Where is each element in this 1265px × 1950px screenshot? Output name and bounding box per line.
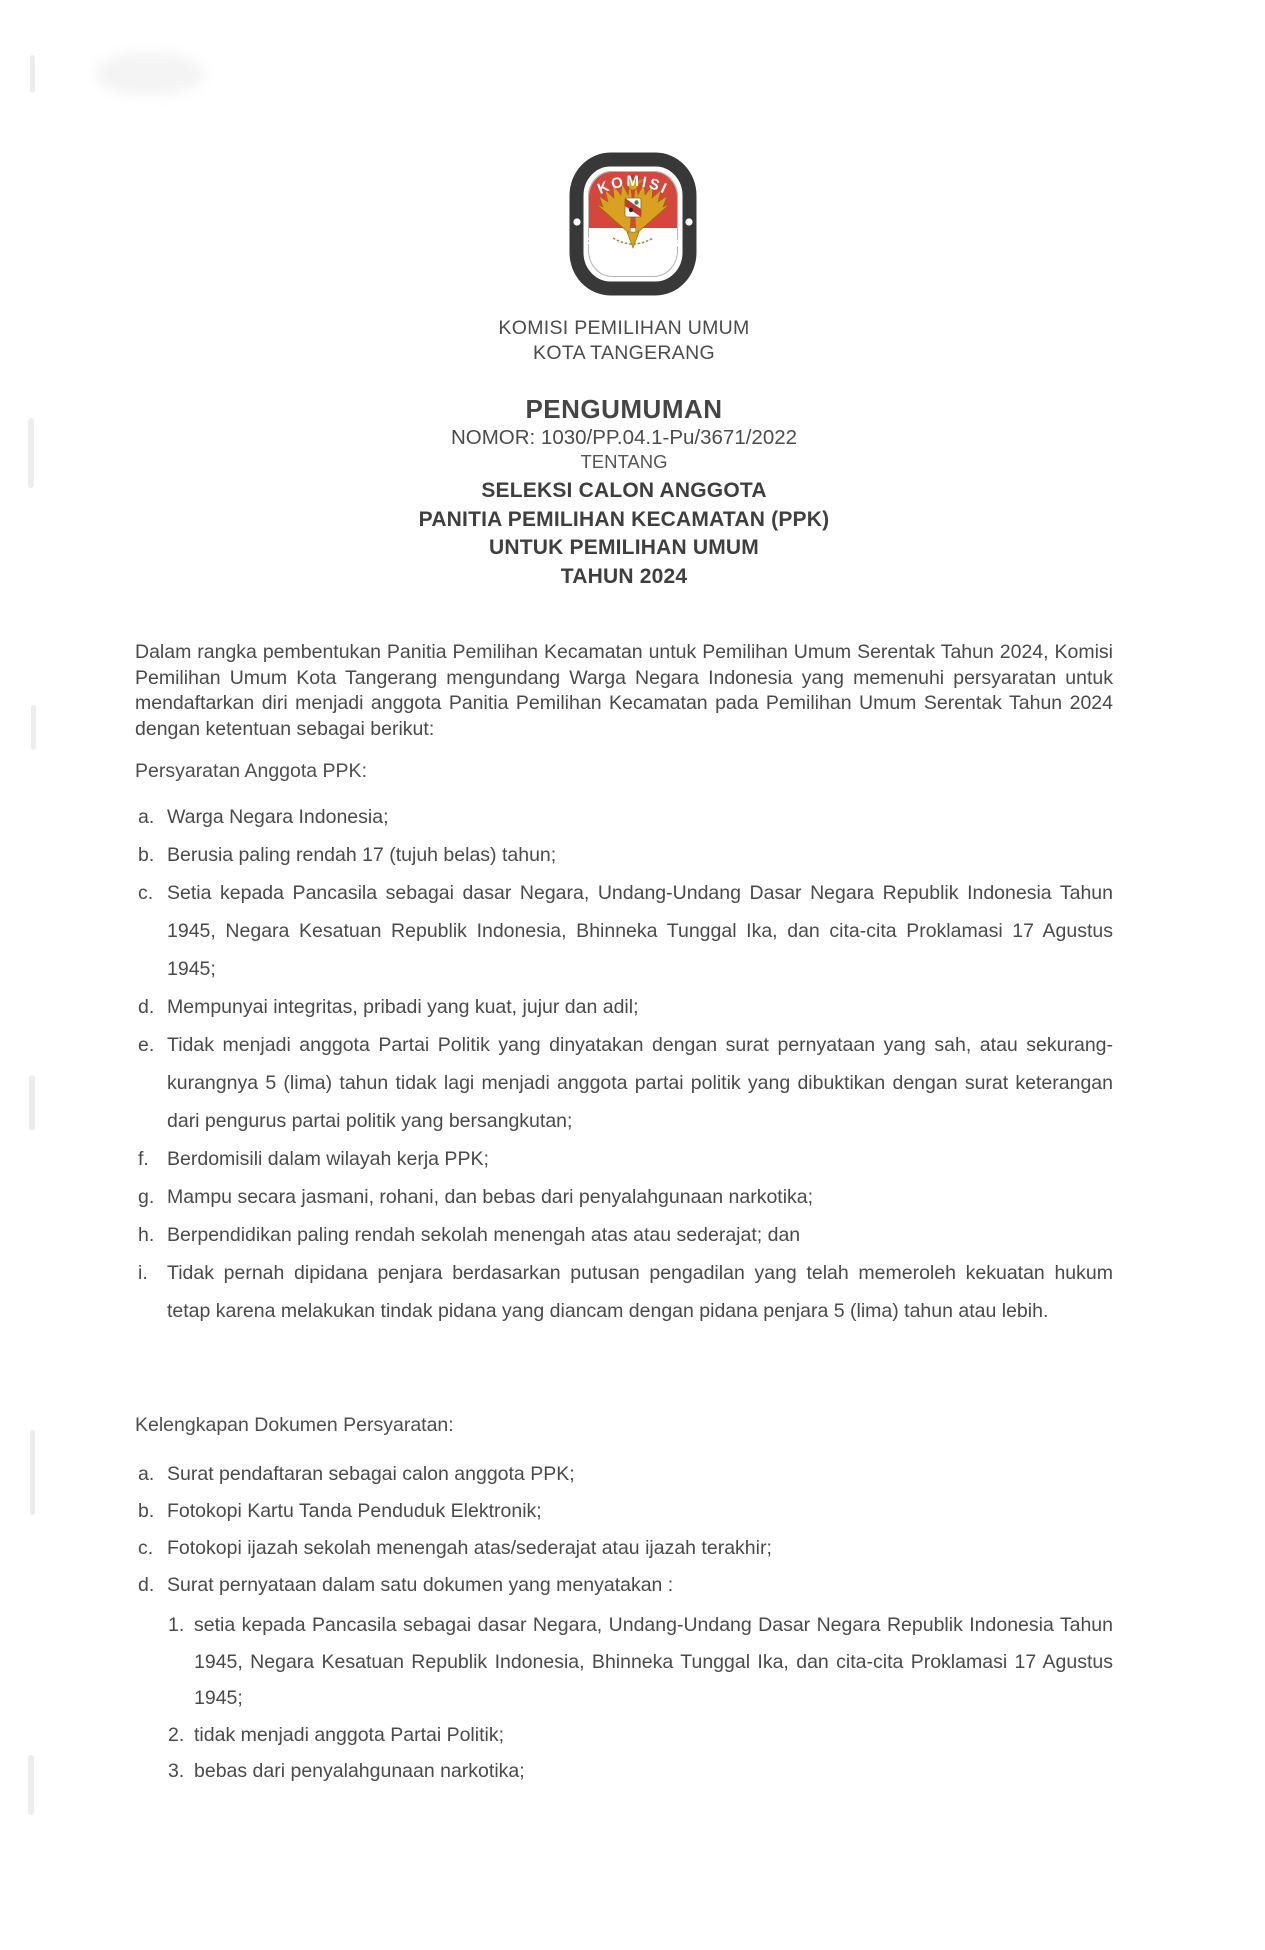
list-item-text: Fotokopi ijazah sekolah menengah atas/sederajat atau ijazah terakhir; bbox=[167, 1537, 772, 1559]
logo-right-dot bbox=[685, 218, 692, 225]
logo-bottom-arc-text: PEMILIHAN UMUM bbox=[580, 235, 685, 272]
list-item-text: Berusia paling rendah 17 (tujuh belas) tahun; bbox=[167, 844, 557, 866]
list-item-text: setia kepada Pancasila sebagai dasar Negara, Undang-Undang Dasar Negara Republik Indonesia Tahun 1945, Negara Kesatuan Republik Indonesia, Bhinneka Tunggal Ika, dan cita-cita Proklamasi 17 Agustus 1945; bbox=[194, 1614, 1113, 1709]
list-item bbox=[138, 1026, 1113, 1140]
list-item-text: Tidak menjadi anggota Partai Politik yang dinyatakan dengan surat pernyataan yang sah, atau sekurang-kurangnya 5 (lima) tahun tidak lagi menjadi anggota partai politik yang dibuktikan dengan surat keterangan dari pengurus partai politik yang bersangkutan; bbox=[167, 1034, 1113, 1132]
document-type-title: PENGUMUMAN bbox=[525, 394, 723, 424]
intro-paragraph: Dalam rangka pembentukan Panitia Pemilihan Kecamatan untuk Pemilihan Umum Serentak Tahun 2024, Komisi Pemilihan Umum Kota Tangerang mengundang Warga Negara Indonesia yang memenuhi persyaratan untuk mendaftarkan diri menjadi anggota Panitia Pemilihan Kecamatan pada Pemilihan Umum Serentak Tahun 2024 dengan ketentuan sebagai berikut: bbox=[135, 641, 1113, 740]
list-item-text: Tidak pernah dipidana penjara berdasarkan putusan pengadilan yang telah memeroleh kekuatan hukum tetap karena melakukan tindak pidana yang diancam dengan pidana penjara 5 (lima) tahun atau lebih. bbox=[167, 1262, 1113, 1322]
requirements-heading: Persyaratan Anggota PPK: bbox=[135, 760, 367, 782]
subject-line4: TAHUN 2024 bbox=[560, 564, 688, 588]
list-item-text: Mempunyai integritas, pribadi yang kuat, jujur dan adil; bbox=[167, 996, 639, 1018]
documents-list bbox=[138, 1456, 1113, 1604]
list-item-label: 1. bbox=[168, 1614, 185, 1636]
list-item-label: e. bbox=[138, 1034, 155, 1056]
list-item-label: h. bbox=[138, 1224, 155, 1246]
list-item-label: d. bbox=[138, 1574, 155, 1596]
list-item bbox=[138, 1456, 1113, 1493]
list-item bbox=[138, 1178, 1113, 1216]
list-item-label: 3. bbox=[168, 1760, 185, 1782]
list-item-label: 2. bbox=[168, 1723, 185, 1746]
list-item bbox=[138, 1567, 1113, 1604]
scan-artifact bbox=[30, 55, 35, 93]
list-item-text: Mampu secara jasmani, rohani, dan bebas dari penyalahgunaan narkotika; bbox=[167, 1186, 814, 1208]
list-item bbox=[168, 1753, 1113, 1790]
list-item bbox=[138, 1216, 1113, 1254]
list-item bbox=[138, 798, 1113, 836]
org-line1: KOMISI PEMILIHAN UMUM bbox=[498, 317, 750, 339]
list-item-label: g. bbox=[138, 1186, 155, 1208]
list-item-label: c. bbox=[138, 1537, 154, 1559]
list-item bbox=[138, 988, 1113, 1026]
kpu-logo bbox=[569, 152, 697, 296]
list-item bbox=[138, 874, 1113, 988]
subject-line3: UNTUK PEMILIHAN UMUM bbox=[489, 536, 759, 559]
list-item-text: Setia kepada Pancasila sebagai dasar Negara, Undang-Undang Dasar Negara Republik Indonesia Tahun 1945, Negara Kesatuan Republik Indonesia, Bhinneka Tunggal Ika, dan cita-cita Proklamasi 17 Agustus 1945; bbox=[167, 882, 1113, 980]
list-item bbox=[138, 836, 1113, 874]
list-item-text: Fotokopi Kartu Tanda Penduduk Elektronik; bbox=[167, 1500, 542, 1522]
kpu-logo-graphic bbox=[569, 152, 697, 296]
documents-heading: Kelengkapan Dokumen Persyaratan: bbox=[135, 1414, 454, 1436]
list-item-label: f. bbox=[138, 1148, 149, 1170]
scan-artifact bbox=[30, 1430, 35, 1515]
list-item-text: Warga Negara Indonesia; bbox=[167, 806, 389, 828]
list-item-label: b. bbox=[138, 844, 155, 866]
logo-left-dot bbox=[573, 218, 580, 225]
list-item bbox=[138, 1493, 1113, 1530]
document-subject bbox=[135, 477, 1113, 591]
list-item-text: Berdomisili dalam wilayah kerja PPK; bbox=[167, 1148, 489, 1170]
logo-top-arc-text: KOMISI bbox=[594, 172, 671, 199]
list-item-label: a. bbox=[138, 1463, 155, 1485]
scan-artifact bbox=[28, 1755, 34, 1815]
statement-sublist bbox=[168, 1607, 1113, 1790]
requirements-list bbox=[138, 798, 1113, 1330]
list-item-label: a. bbox=[138, 806, 155, 828]
list-item-label: c. bbox=[138, 882, 154, 904]
list-item-text: Berpendidikan paling rendah sekolah menengah atas atau sederajat; dan bbox=[167, 1224, 801, 1246]
list-item-text: tidak menjadi anggota Partai Politik; bbox=[194, 1723, 505, 1746]
list-item bbox=[138, 1254, 1113, 1330]
document-number: NOMOR: 1030/PP.04.1-Pu/3671/2022 bbox=[450, 426, 798, 449]
list-item bbox=[138, 1530, 1113, 1567]
list-item-label: i. bbox=[138, 1262, 148, 1284]
org-line2: KOTA TANGERANG bbox=[533, 342, 715, 364]
scan-smudge bbox=[95, 52, 205, 96]
subject-line2: PANITIA PEMILIHAN KECAMATAN (PPK) bbox=[418, 507, 830, 531]
list-item-label: b. bbox=[138, 1500, 155, 1522]
list-item-text: bebas dari penyalahgunaan narkotika; bbox=[194, 1760, 525, 1782]
list-item-text: Surat pernyataan dalam satu dokumen yang menyatakan : bbox=[167, 1574, 674, 1596]
subject-line1: SELEKSI CALON ANGGOTA bbox=[481, 479, 767, 502]
scan-artifact bbox=[28, 418, 34, 488]
about-label: TENTANG bbox=[580, 451, 668, 472]
list-item bbox=[168, 1607, 1113, 1717]
list-item bbox=[168, 1717, 1113, 1754]
scan-artifact bbox=[31, 705, 36, 750]
list-item-label: d. bbox=[138, 996, 155, 1018]
organization-name bbox=[135, 316, 1113, 366]
list-item bbox=[138, 1140, 1113, 1178]
list-item-text: Surat pendaftaran sebagai calon anggota PPK; bbox=[167, 1463, 575, 1485]
scan-artifact bbox=[29, 1075, 35, 1130]
